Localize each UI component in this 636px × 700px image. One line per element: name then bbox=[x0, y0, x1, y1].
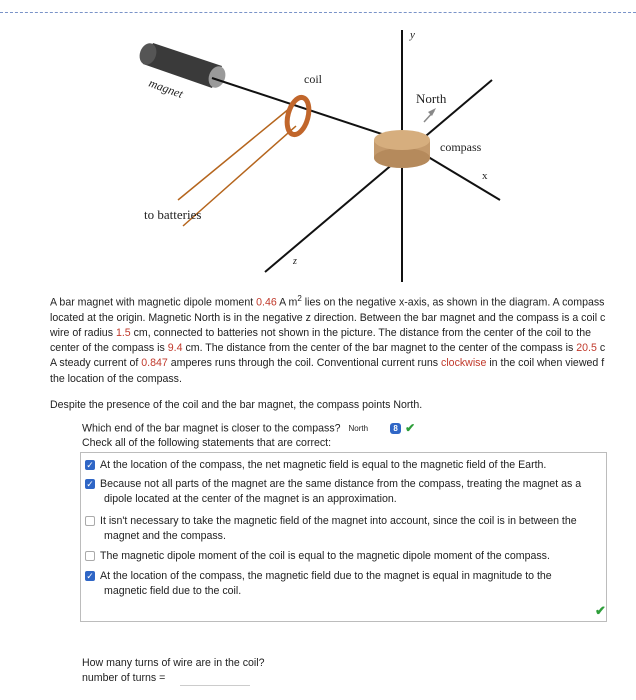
coil bbox=[283, 95, 312, 137]
question-2-text: How many turns of wire are in the coil? bbox=[82, 657, 265, 669]
option-2-label-cont: dipole located at the center of the magnet is an approximation. bbox=[104, 493, 397, 505]
label-coil: coil bbox=[304, 72, 322, 86]
option-4-label: The magnetic dipole moment of the coil is equal to the magnetic dipole moment of the compass. bbox=[100, 550, 550, 562]
turns-label: number of turns = bbox=[82, 672, 166, 684]
option-2-label: Because not all parts of the magnet are the same distance from the compass, treating the magnet as a bbox=[100, 478, 582, 490]
problem-line-3: wire of radius 1.5 cm, connected to batteries not shown in the picture. The distance from the center of the coil to the bbox=[50, 326, 591, 339]
label-north: North bbox=[416, 91, 447, 106]
question-1 bbox=[82, 421, 415, 451]
label-y: y bbox=[410, 29, 415, 41]
x-axis-negative bbox=[212, 78, 400, 140]
checkbox-empty-icon[interactable] bbox=[85, 516, 95, 526]
label-x: x bbox=[482, 170, 488, 182]
attempt-badge: 8 bbox=[390, 423, 401, 434]
label-magnet: magnet bbox=[146, 75, 185, 101]
checkbox-checked-icon[interactable]: ✓ bbox=[86, 479, 94, 489]
coil-distance-value: 9.4 bbox=[167, 342, 183, 355]
wire-1 bbox=[178, 108, 290, 200]
option-5-label: At the location of the compass, the magnetic field due to the magnet is equal in magnitude to the bbox=[100, 570, 552, 582]
turns-input[interactable] bbox=[180, 669, 250, 686]
option-3-label: It isn't necessary to take the magnetic field of the magnet into account, since the coil is in between the bbox=[100, 515, 577, 527]
question-1-text: Which end of the bar magnet is closer to the compass? bbox=[82, 422, 341, 435]
magnet-distance-value: 20.5 bbox=[576, 342, 597, 355]
problem-line-2: located at the origin. Magnetic North is in the negative z direction. Between the bar magnet and the compass is a coil c bbox=[50, 311, 606, 324]
problem-line-4: center of the compass is 9.4 cm. The distance from the center of the bar magnet to the center of the compass is 20.5 c bbox=[50, 342, 606, 355]
problem-line-1: A bar magnet with magnetic dipole moment 0.46 A $m^2$ lies on the negative x-axis, as shown in the diagram. A compass bbox=[50, 294, 605, 309]
label-z: z bbox=[293, 256, 297, 267]
answer-north[interactable]: North bbox=[348, 424, 369, 434]
moment-value: 0.46 bbox=[256, 296, 277, 309]
problem-statement bbox=[50, 291, 636, 387]
option-5-label-cont: magnetic field due to the coil. bbox=[104, 585, 242, 597]
current-value: 0.847 bbox=[141, 357, 168, 370]
options-correct-check-icon: ✔ bbox=[595, 603, 606, 618]
label-batteries: to batteries bbox=[144, 207, 202, 222]
physics-diagram bbox=[0, 0, 636, 290]
z-axis bbox=[265, 80, 492, 272]
compass-disk bbox=[374, 130, 430, 168]
option-3-label-cont: magnet and the compass. bbox=[104, 530, 226, 542]
checkbox-checked-icon[interactable]: ✓ bbox=[86, 571, 94, 581]
problem-line-6: the location of the compass. bbox=[50, 372, 182, 385]
checkbox-checked-icon[interactable]: ✓ bbox=[86, 460, 94, 470]
problem-line-5: A steady current of 0.847 amperes runs through the coil. Conventional current runs clockwise in the coil when viewed f bbox=[50, 357, 605, 370]
checkbox-empty-icon[interactable] bbox=[85, 551, 95, 561]
option-1-label: At the location of the compass, the net magnetic field is equal to the magnetic field of the Earth. bbox=[100, 459, 547, 471]
despite-text: Despite the presence of the coil and the bar magnet, the compass points North. bbox=[50, 399, 423, 411]
current-direction: clockwise bbox=[441, 357, 487, 370]
radius-value: 1.5 bbox=[115, 326, 131, 339]
instruction-text: Check all of the following statements that are correct: bbox=[82, 437, 332, 450]
correct-check-icon: ✔ bbox=[405, 421, 416, 435]
label-compass: compass bbox=[440, 140, 482, 154]
